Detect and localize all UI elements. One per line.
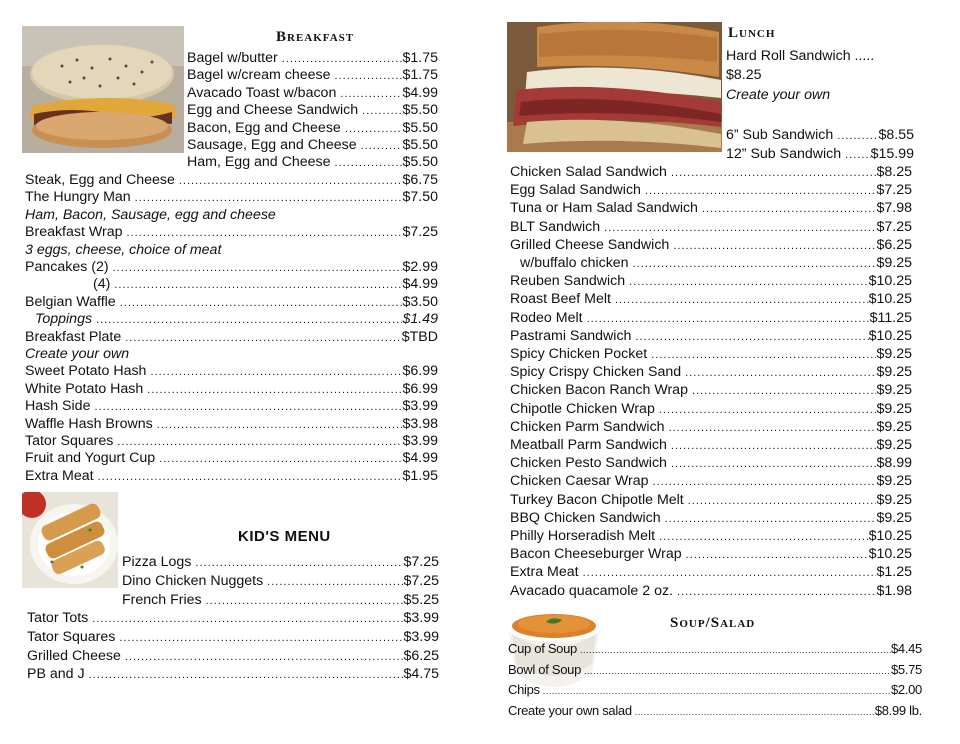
item-name: 6” Sub Sandwich — [726, 127, 834, 143]
lunch-heading: Lunch — [728, 25, 776, 41]
item-name: Bacon, Egg and Cheese — [187, 119, 341, 136]
menu-item-tator-squares — [25, 433, 438, 451]
menu-item-create-your-own-salad — [508, 703, 922, 720]
dot-leader — [682, 547, 869, 564]
item-price: $9.25 — [876, 346, 912, 362]
menu-item-extra-meat — [510, 564, 912, 582]
item-name: Pancakes (2) — [25, 259, 109, 275]
menu-item-chipotle-chicken-wrap — [510, 401, 912, 419]
hard-roll-sandwich-price: $8.25 — [726, 67, 762, 83]
item-name: Chipotle Chicken Wrap — [510, 400, 655, 417]
menu-item-pb-and-j — [27, 666, 439, 684]
dot-leader — [647, 347, 876, 364]
menu-item-chicken-bacon-ranch-wrap — [510, 382, 912, 400]
item-price: $3.99 — [403, 628, 439, 645]
menu-item-white-potato-hash — [25, 381, 438, 399]
item-price: $7.25 — [403, 572, 439, 589]
item-price: $7.25 — [876, 218, 912, 235]
menu-note: 3 eggs, cheese, choice of meat — [25, 241, 222, 258]
item-name: Bacon Cheeseburger Wrap — [510, 546, 682, 563]
dot-leader — [583, 311, 870, 328]
item-price: $9.25 — [876, 473, 912, 490]
item-name: Tator Squares — [27, 628, 116, 645]
dot-leader — [611, 292, 869, 309]
item-price: $9.25 — [876, 255, 912, 271]
dot-leader — [191, 555, 403, 572]
item-name: Create your own salad — [508, 702, 632, 718]
dot-leader — [600, 220, 876, 237]
dot-leader — [661, 511, 877, 528]
item-name: Chips — [508, 682, 540, 697]
item-name: Sweet Potato Hash — [25, 363, 147, 380]
item-price: $7.98 — [876, 200, 912, 217]
item-price: $5.25 — [403, 591, 439, 608]
item-price: $10.25 — [868, 546, 912, 563]
dot-leader — [331, 68, 403, 85]
item-price: $4.99 — [402, 450, 438, 467]
item-name: Bowl of Soup — [508, 661, 582, 677]
menu-item-avacado-toast-w-bacon — [187, 85, 438, 103]
dot-leader — [121, 330, 402, 347]
dot-leader — [153, 417, 403, 434]
item-price: $10.25 — [868, 273, 912, 290]
item-price: $6.99 — [402, 363, 438, 380]
dot-leader — [688, 383, 877, 400]
menu-item-reuben-sandwich — [510, 273, 912, 291]
item-name: Chicken Parm Sandwich — [510, 418, 665, 435]
item-name: Bagel w/cream cheese — [187, 67, 331, 84]
dot-leader — [341, 121, 403, 138]
item-name: Toppings — [35, 311, 93, 328]
menu-item-pancakes-2 — [25, 259, 438, 277]
dot-leader — [110, 277, 402, 294]
item-price: $2.00 — [890, 682, 922, 697]
dot-leader — [641, 183, 877, 200]
dot-leader — [131, 190, 403, 207]
item-price: $5.50 — [402, 137, 438, 153]
item-price: $7.50 — [402, 189, 438, 206]
menu-item-tator-squares — [27, 629, 439, 647]
dot-leader — [673, 584, 876, 601]
item-price: $6.25 — [876, 236, 912, 253]
dot-leader — [833, 128, 878, 145]
item-price: $3.50 — [402, 293, 438, 310]
menu-item-grilled-cheese — [27, 648, 439, 666]
item-name: Breakfast Plate — [25, 328, 122, 345]
menu-item-bacon-egg-and-cheese — [187, 120, 438, 138]
menu-item-bagel-w-butter — [187, 50, 438, 68]
menu-item-w-buffalo-chicken — [520, 255, 912, 273]
menu-item-waffle-hash-browns — [25, 416, 438, 434]
menu-item-cup-of-soup — [508, 641, 922, 658]
item-name: Philly Horseradish Melt — [510, 528, 656, 544]
menu-item-egg-and-cheese-sandwich — [187, 102, 438, 120]
item-name: Chicken Pesto Sandwich — [510, 455, 667, 472]
dot-leader — [632, 704, 875, 720]
dot-leader — [94, 469, 403, 486]
menu-item-the-hungry-man — [25, 189, 438, 207]
menu-item-bacon-cheeseburger-wrap — [510, 546, 912, 564]
item-name: 12” Sub Sandwich — [726, 145, 842, 162]
menu-item-pastrami-sandwich — [510, 328, 912, 346]
dot-leader — [581, 663, 891, 679]
menu-item-hash-side — [25, 398, 438, 416]
dot-leader — [629, 256, 877, 273]
item-price: $TBD — [401, 328, 438, 345]
menu-item-sweet-potato-hash — [25, 363, 438, 381]
dot-leader — [579, 565, 877, 582]
dot-leader — [331, 155, 403, 172]
menu-item-grilled-cheese-sandwich — [510, 237, 912, 255]
dot-leader — [336, 86, 402, 103]
create-your-own-note: Create your own — [726, 87, 831, 103]
dot-leader — [540, 683, 891, 699]
menu-item-chips — [508, 682, 922, 699]
item-name: Reuben Sandwich — [510, 273, 626, 290]
item-price: $10.25 — [868, 528, 912, 544]
item-name: Meatball Parm Sandwich — [510, 437, 667, 453]
item-name: Avacado Toast w/bacon — [187, 84, 337, 101]
item-price: $2.99 — [402, 259, 438, 275]
item-name: Chicken Salad Sandwich — [510, 164, 667, 180]
menu-item-bowl-of-soup — [508, 662, 922, 679]
item-price: $9.25 — [876, 418, 912, 435]
item-price: $1.49 — [402, 311, 438, 328]
menu-item-blt-sandwich — [510, 219, 912, 237]
item-name: Turkey Bacon Chipotle Melt — [510, 491, 684, 508]
dot-leader — [155, 451, 402, 468]
menu-item-tuna-or-ham-salad-sandwich — [510, 200, 912, 218]
item-name: The Hungry Man — [25, 189, 131, 206]
reuben-sandwich-photo — [507, 22, 722, 152]
dot-leader — [202, 593, 404, 610]
menu-item-philly-horseradish-melt — [510, 528, 912, 546]
item-price: $3.99 — [402, 433, 438, 449]
dot-leader — [667, 165, 877, 182]
menu-item-spicy-chicken-pocket — [510, 346, 912, 364]
menu-item-bagel-w-cream-cheese — [187, 67, 438, 85]
menu-item-turkey-bacon-chipotle-melt — [510, 492, 912, 510]
item-name: Spicy Chicken Pocket — [510, 346, 648, 362]
item-name: Chicken Bacon Ranch Wrap — [510, 382, 688, 399]
item-name: Dino Chicken Nuggets — [122, 572, 264, 589]
item-price: $8.99 lb. — [874, 702, 922, 718]
item-name: Cup of Soup — [508, 641, 577, 656]
item-name: Egg Salad Sandwich — [510, 182, 641, 199]
item-name: Sausage, Egg and Cheese — [187, 137, 357, 153]
item-price: $11.25 — [869, 309, 912, 326]
item-name: Avacado quacamole 2 oz. — [510, 582, 674, 599]
dot-leader — [123, 225, 403, 242]
item-name: French Fries — [122, 591, 202, 608]
item-name: Tator Tots — [27, 610, 89, 626]
item-name: Hash Side — [25, 398, 91, 415]
menu-item-tator-tots — [27, 610, 439, 628]
item-name: Bagel w/butter — [187, 50, 278, 66]
dot-leader — [667, 456, 877, 473]
item-price: $3.99 — [402, 398, 438, 415]
item-price: $9.25 — [876, 509, 912, 526]
item-price: $5.50 — [402, 154, 438, 171]
menu-item-sausage-egg-and-cheese — [187, 137, 438, 155]
menu-item-roast-beef-melt — [510, 291, 912, 309]
item-price: $4.75 — [403, 666, 439, 683]
menu-item-french-fries — [122, 592, 439, 610]
item-price: $1.75 — [402, 67, 438, 84]
menu-item-chicken-caesar-wrap — [510, 473, 912, 491]
pizza-logs-photo — [22, 492, 118, 588]
item-price: $1.25 — [876, 564, 912, 581]
item-price: $3.99 — [403, 610, 439, 626]
item-name: BLT Sandwich — [510, 218, 601, 235]
dot-leader — [669, 238, 876, 255]
item-name: w/buffalo chicken — [520, 255, 629, 271]
menu-item-extra-meat — [25, 468, 438, 486]
item-price: $1.98 — [876, 582, 912, 599]
dot-leader — [358, 103, 402, 120]
item-name: Pastrami Sandwich — [510, 327, 632, 344]
item-price: $3.98 — [402, 415, 438, 432]
item-name: Extra Meat — [510, 564, 579, 581]
menu-item-ham-egg-and-cheese — [187, 154, 438, 172]
kids-menu-heading: KID'S MENU — [238, 528, 331, 545]
item-name: Breakfast Wrap — [25, 224, 123, 241]
item-price: $5.50 — [402, 102, 438, 119]
menu-item-dino-chicken-nuggets — [122, 573, 439, 591]
dot-leader — [655, 402, 877, 419]
dot-leader — [115, 630, 403, 647]
item-price: $5.50 — [402, 119, 438, 136]
dot-leader — [121, 649, 404, 666]
menu-item-toppings — [35, 311, 438, 329]
item-name: Extra Meat — [25, 467, 94, 484]
dot-leader — [357, 138, 403, 155]
item-price: $1.75 — [402, 50, 438, 66]
item-price: $10.25 — [868, 327, 912, 344]
item-name: Belgian Waffle — [25, 293, 116, 310]
dot-leader — [263, 574, 403, 591]
item-name: Pizza Logs — [122, 554, 192, 570]
menu-item-steak-egg-and-cheese — [25, 172, 438, 190]
dot-leader — [175, 173, 403, 190]
menu-item-bbq-chicken-sandwich — [510, 510, 912, 528]
item-price: $10.25 — [868, 291, 912, 308]
item-name: BBQ Chicken Sandwich — [510, 509, 661, 526]
dot-leader — [681, 365, 876, 382]
hard-roll-sandwich-label: Hard Roll Sandwich ..... — [726, 48, 875, 64]
item-price: $9.25 — [876, 382, 912, 399]
item-name: Chicken Caesar Wrap — [510, 473, 649, 490]
dot-leader — [85, 667, 404, 684]
menu-item-breakfast-plate — [25, 329, 438, 347]
dot-leader — [92, 312, 402, 329]
item-name: Waffle Hash Browns — [25, 415, 153, 432]
dot-leader — [146, 364, 402, 381]
menu-item-chicken-pesto-sandwich — [510, 455, 912, 473]
dot-leader — [577, 642, 891, 658]
item-price: $9.25 — [876, 364, 912, 381]
menu-item-egg-salad-sandwich — [510, 182, 912, 200]
menu-item-pizza-logs — [122, 554, 439, 572]
item-name: Grilled Cheese — [27, 647, 121, 664]
item-name: Ham, Egg and Cheese — [187, 154, 331, 171]
menu-item-avacado-quacamole-2-oz — [510, 583, 912, 601]
bagel-sandwich-photo — [22, 26, 184, 153]
item-name: PB and J — [27, 666, 85, 683]
menu-item-6-sub-sandwich — [726, 127, 914, 145]
item-price: $4.99 — [402, 84, 438, 101]
menu-item-chicken-salad-sandwich — [510, 164, 912, 182]
dot-leader — [278, 51, 403, 68]
dot-leader — [113, 434, 402, 451]
breakfast-heading: Breakfast — [276, 29, 355, 45]
item-price: $6.75 — [402, 172, 438, 188]
item-name: Tuna or Ham Salad Sandwich — [510, 200, 698, 217]
item-price: $6.25 — [403, 647, 439, 664]
item-name: Fruit and Yogurt Cup — [25, 450, 156, 467]
dot-leader — [109, 260, 403, 277]
item-name: Rodeo Melt — [510, 309, 583, 326]
item-price: $1.95 — [402, 467, 438, 484]
dot-leader — [90, 399, 402, 416]
menu-item-belgian-waffle — [25, 294, 438, 312]
menu-item-4 — [93, 276, 438, 294]
item-price: $5.75 — [890, 661, 922, 677]
item-price: $4.99 — [402, 276, 438, 293]
item-price: $6.99 — [402, 380, 438, 397]
dot-leader — [625, 274, 868, 291]
item-name: White Potato Hash — [25, 380, 144, 397]
soup-salad-heading: Soup/Salad — [670, 615, 756, 631]
item-name: Tator Squares — [25, 433, 114, 449]
dot-leader — [684, 493, 877, 510]
menu-item-chicken-parm-sandwich — [510, 419, 912, 437]
item-price: $4.45 — [890, 641, 922, 656]
item-name: Egg and Cheese Sandwich — [187, 102, 359, 119]
item-price: $9.25 — [876, 437, 912, 453]
dot-leader — [649, 474, 877, 491]
item-price: $15.99 — [870, 145, 914, 162]
menu-note: Ham, Bacon, Sausage, egg and cheese — [25, 206, 276, 223]
item-price: $9.25 — [876, 491, 912, 508]
menu-item-12-sub-sandwich — [726, 146, 914, 164]
item-price: $9.25 — [876, 400, 912, 417]
dot-leader — [655, 529, 869, 546]
menu-note: Create your own — [25, 346, 130, 362]
item-name: Grilled Cheese Sandwich — [510, 236, 670, 253]
dot-leader — [698, 201, 877, 218]
dot-leader — [665, 420, 877, 437]
menu-item-breakfast-wrap — [25, 224, 438, 242]
item-name: Roast Beef Melt — [510, 291, 611, 308]
dot-leader — [88, 611, 403, 628]
dot-leader — [631, 329, 868, 346]
dot-leader — [841, 147, 870, 164]
item-price: $8.25 — [876, 164, 912, 180]
menu-item-spicy-crispy-chicken-sand — [510, 364, 912, 382]
dot-leader — [143, 382, 402, 399]
menu-item-fruit-and-yogurt-cup — [25, 450, 438, 468]
item-price: $8.55 — [878, 127, 914, 143]
dot-leader — [667, 438, 877, 455]
item-price: $7.25 — [402, 224, 438, 241]
item-price: $7.25 — [876, 182, 912, 199]
item-name: Steak, Egg and Cheese — [25, 172, 175, 188]
item-name: Spicy Crispy Chicken Sand — [510, 364, 682, 381]
dot-leader — [116, 295, 403, 312]
item-price: $8.99 — [876, 455, 912, 472]
menu-item-rodeo-melt — [510, 310, 912, 328]
menu-item-meatball-parm-sandwich — [510, 437, 912, 455]
item-name: (4) — [93, 276, 111, 293]
item-price: $7.25 — [403, 554, 439, 570]
